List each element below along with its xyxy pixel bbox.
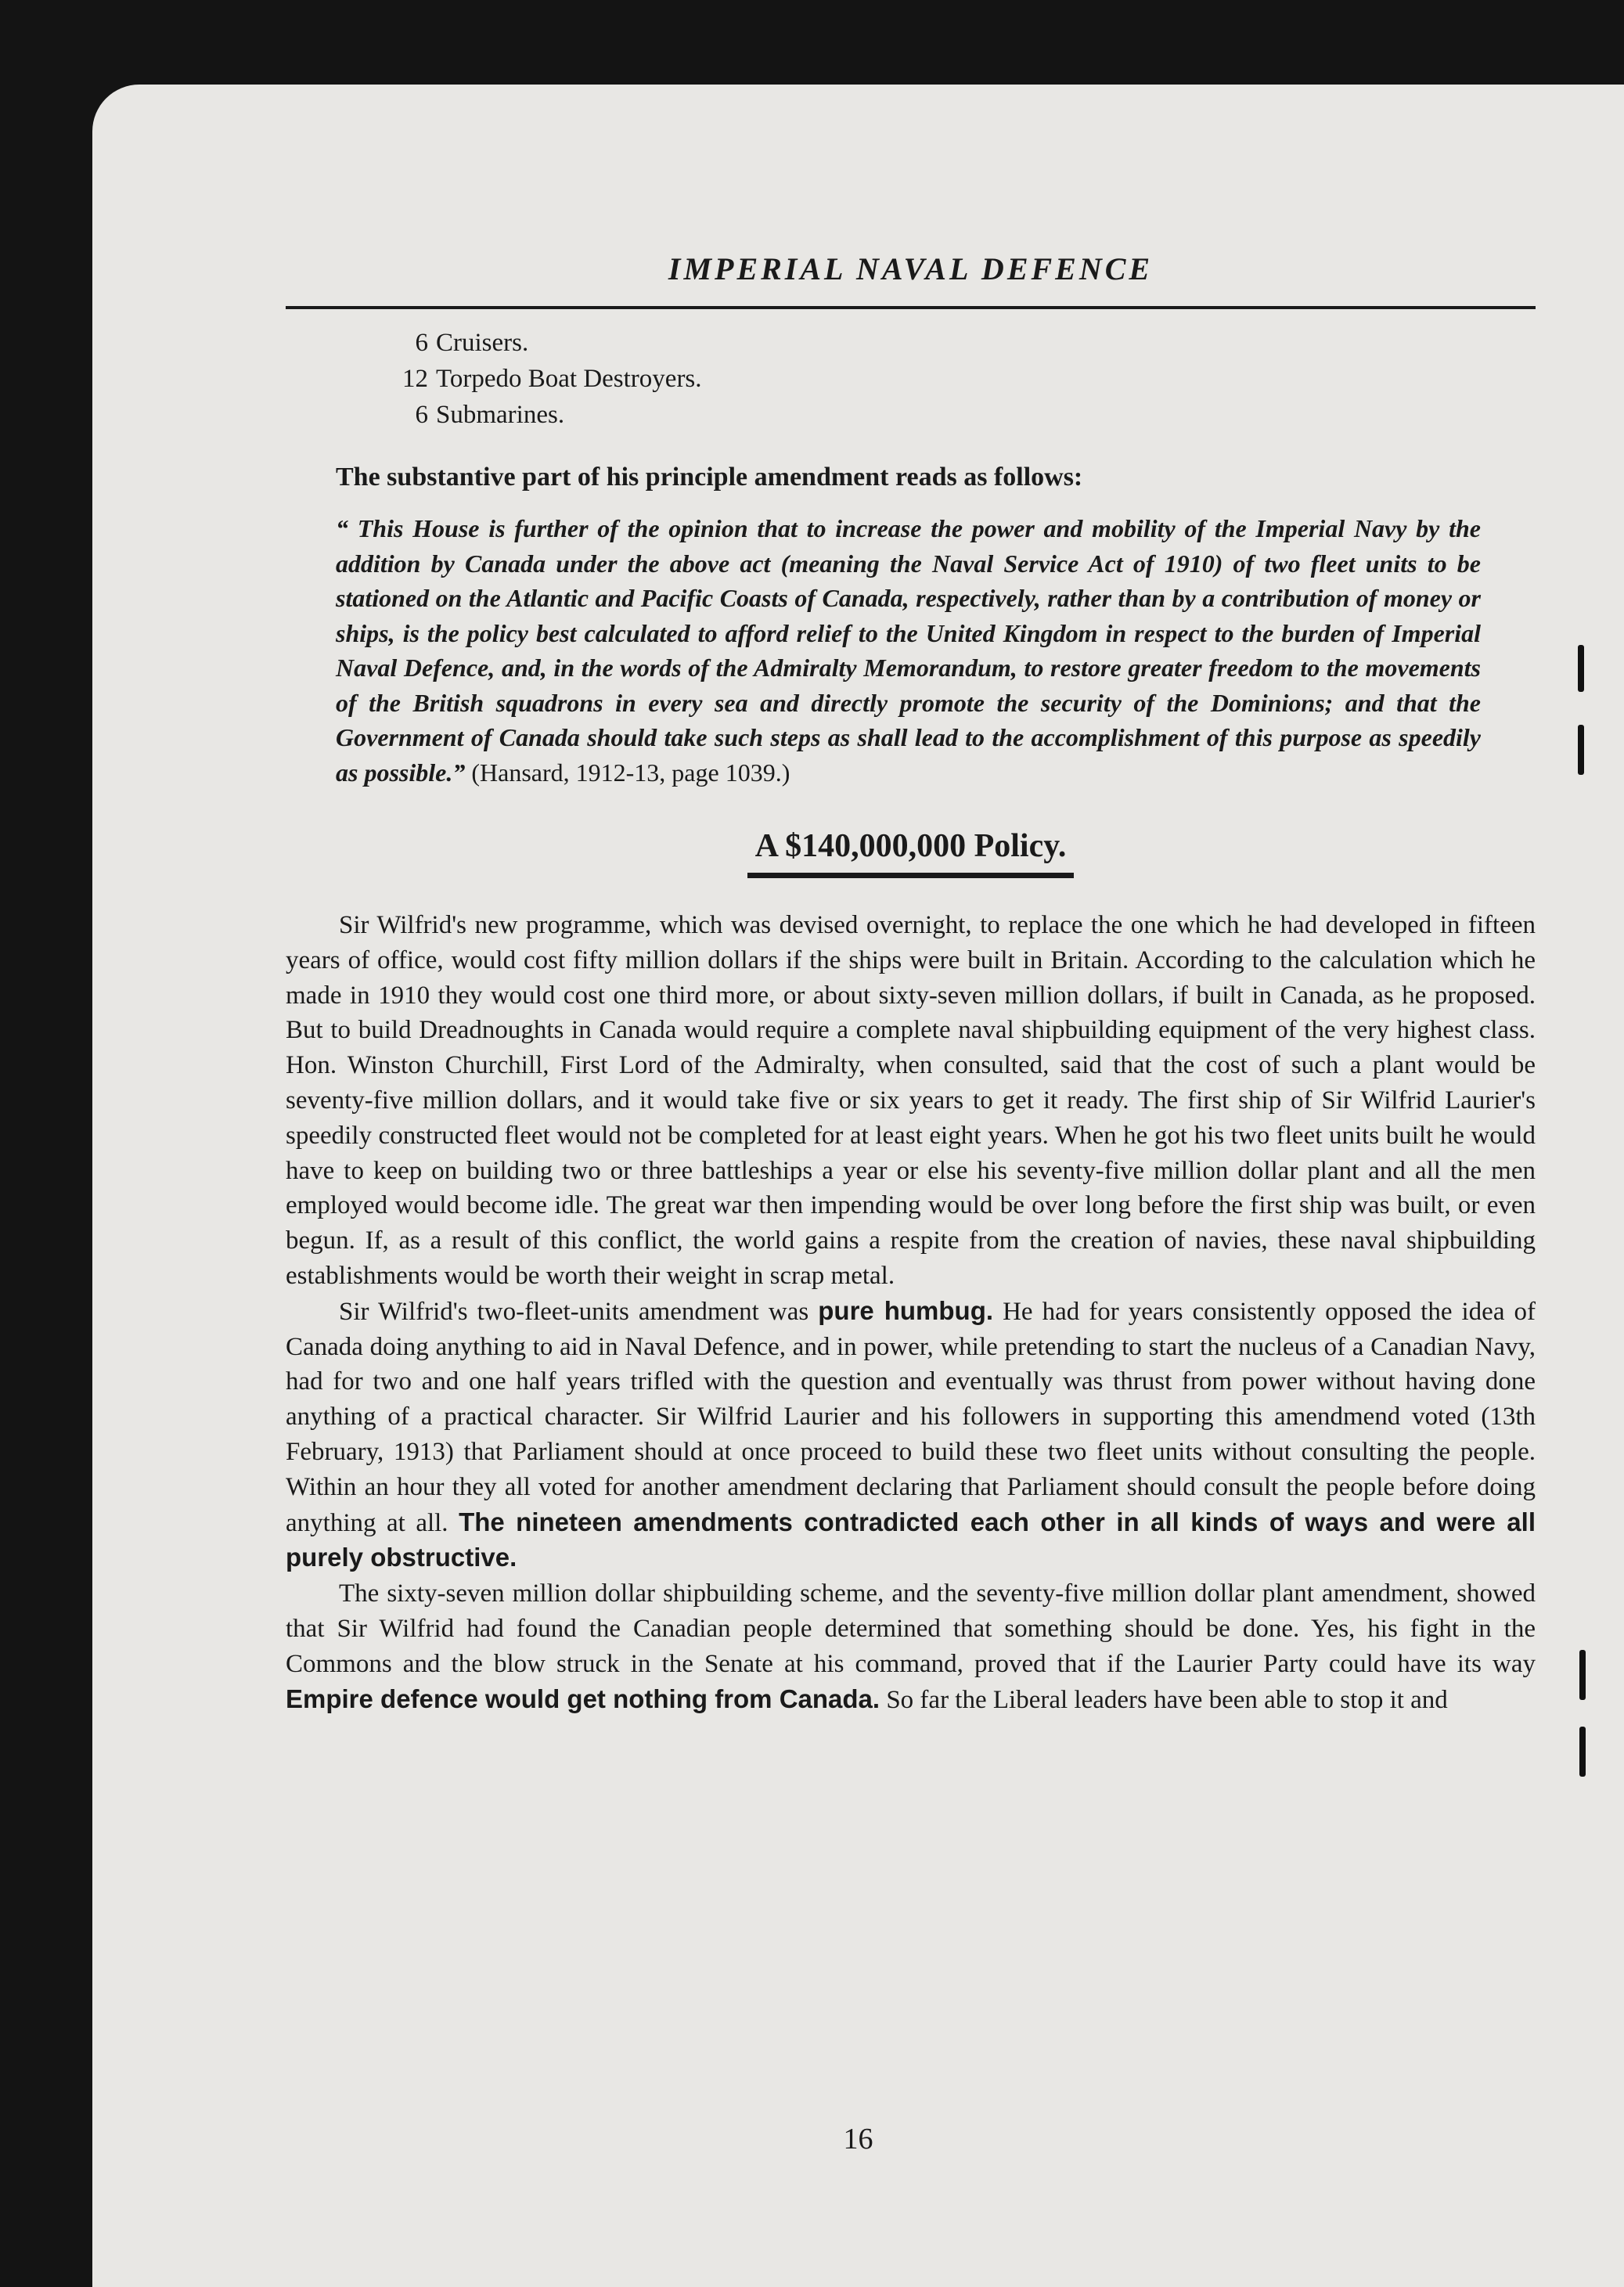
vessel-list: [286, 325, 1536, 433]
list-item: [286, 325, 1536, 361]
list-item: [286, 397, 1536, 433]
margin-mark: [1578, 645, 1584, 692]
paragraph-3: [286, 1576, 1536, 1717]
paragraph-2: [286, 1294, 1536, 1576]
list-item-label: Submarines.: [436, 401, 565, 429]
paragraph-1-text: Sir Wilfrid's new programme, which was devised overnight, to replace the one which he had developed in fifteen years of office, would cost fifty million dollars if the ships were built in Britain. According to the calculation which he made in 1910 they would cost one third more, or about sixty-seven million dollars, if built in Canada, as he proposed. But to build Dreadnoughts in Canada would require a complete naval shipbuilding equipment of the very highest class. Hon. Winston Churchill, First Lord of the Admiralty, when consulted, said that the cost of such a plant would be seventy-five million dollars, and it would take five or six years to get it ready. The first ship of Sir Wilfrid Laurier's speedily constructed fleet would not be completed for at least eight years. When he got his two fleet units built he would have to keep on building two or three battleships a year or else his seventy-five million dollar plant and all the men employed would become idle. The great war then impending would be over long before the first ship was built, or even begun. If, as a result of this conflict, the world gains a respite from the creation of navies, these naval shipbuilding establishments would be worth their weight in scrap metal.: [286, 911, 1536, 1290]
quote-citation: (Hansard, 1912-13, page 1039.): [465, 758, 790, 787]
intro-line: The substantive part of his principle amendment reads as follows:: [336, 463, 1083, 492]
list-item-label: Torpedo Boat Destroyers.: [436, 365, 702, 393]
page-content: [286, 250, 1536, 1717]
section-heading-text: A $140,000,000 Policy.: [747, 824, 1075, 878]
section-heading: [286, 824, 1536, 878]
paragraph-2-text-a: Sir Wilfrid's two-fleet-units amendment was: [339, 1297, 819, 1326]
paragraph-3-text-a: The sixty-seven million dollar shipbuilding scheme, and the seventy-five million dollar plant amendment, showed that Sir Wilfrid had found the Canadian people determined that something should be done. Yes, his fight in the Commons and the blow struck in the Senate at his command, proved that if the Laurier Party could have its way: [286, 1579, 1536, 1678]
paragraph-3-text-c: So far the Liberal leaders have been able to stop it and: [880, 1685, 1448, 1714]
list-item-number: 12: [402, 365, 428, 393]
paragraph-2-text-c: He had for years consistently opposed the idea of Canada doing anything to aid in Naval Defence, and in power, while pretending to start the nucleus of a Canadian Navy, had for two and one half years trifled with the question and eventually was thrust from power without having done anything of a practical character. Sir Wilfrid Laurier and his followers in supporting this amendmend voted (13th February, 1913) that Parliament should at once proceed to build these two fleet units without consulting the people. Within an hour they all voted for another amendment declaring that Parliament should consult the people before doing anything at all.: [286, 1297, 1536, 1537]
quote-text: “ This House is further of the opinion that to increase the power and mobility of the Imperial Navy by the addition by Canada under the above act (meaning the Naval Service Act of 1910) of two fleet units to be stationed on the Atlantic and Pacific Coasts of Canada, respectively, rather than by a contribution of money or ships, is the policy best calculated to afford relief to the United Kingdom in respect to the burden of Imperial Naval Defence, and, in the words of the Admiralty Memorandum, to restore greater freedom to the movements of the British squadrons in every sea and directly promote the security of the Dominions; and that the Government of Canada should take such steps as shall lead to the accomplishment of this purpose as speedily as possible.”: [336, 514, 1481, 787]
list-item-label: Cruisers.: [436, 329, 529, 357]
list-item-number: 6: [415, 401, 428, 429]
list-item: [286, 361, 1536, 397]
document-page: [92, 85, 1624, 2287]
paragraph-2-bold-b: pure humbug.: [818, 1295, 994, 1325]
paragraph-1: [286, 908, 1536, 1294]
paragraph-3-bold-b: Empire defence would get nothing from Canada.: [286, 1684, 880, 1713]
page-number: 16: [843, 2123, 873, 2156]
margin-mark: [1579, 1727, 1586, 1777]
margin-mark: [1579, 1650, 1586, 1700]
amendment-quote: [286, 511, 1536, 790]
paragraph-2-bold-d: The nineteen amendments contradicted each other in all kinds of ways and were all purely obstructive.: [286, 1507, 1536, 1572]
running-head: IMPERIAL NAVAL DEFENCE: [286, 250, 1536, 309]
list-item-number: 6: [415, 329, 428, 357]
margin-mark: [1578, 725, 1584, 775]
